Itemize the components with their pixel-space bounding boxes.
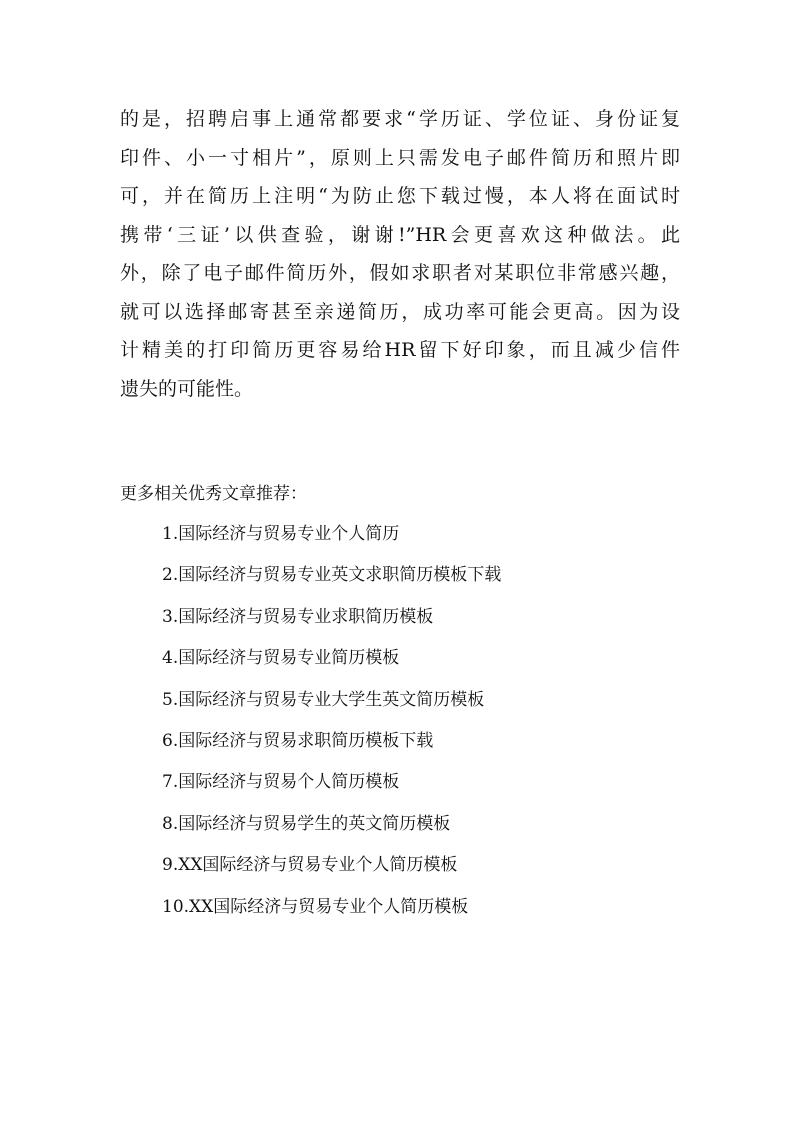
paragraph-line: 可，并在简历上注明“为防止您下载过慢，本人将在面试时 [120, 185, 680, 207]
body-paragraph [120, 100, 680, 408]
paragraph-line: 遗失的可能性。 [120, 377, 254, 400]
paragraph-line: 印件、小一寸相片”，原则上只需发电子邮件简历和照片即 [120, 146, 680, 169]
recommend-link-1[interactable]: 1.国际经济与贸易专业个人简历 [162, 524, 400, 544]
recommend-link-5[interactable]: 5.国际经济与贸易专业大学生英文简历模板 [162, 689, 485, 710]
recommend-link-3[interactable]: 3.国际经济与贸易专业求职简历模板 [162, 606, 434, 627]
recommend-link-4[interactable]: 4.国际经济与贸易专业简历模板 [162, 648, 400, 669]
recommend-link-10[interactable]: 10.XX国际经济与贸易专业个人简历模板 [162, 896, 469, 917]
recommend-link-8[interactable]: 8.国际经济与贸易学生的英文简历模板 [162, 813, 451, 834]
paragraph-line: 外，除了电子邮件简历外，假如求职者对某职位非常感兴趣， [120, 262, 680, 284]
recommend-heading: 更多相关优秀文章推荐： [120, 484, 307, 504]
recommend-link-7[interactable]: 7.国际经济与贸易个人简历模板 [162, 772, 400, 793]
paragraph-line: 的是，招聘启事上通常都要求“学历证、学位证、身份证复 [120, 108, 680, 130]
recommend-list [162, 516, 501, 930]
paragraph-line: 携带‘三证’以供查验，谢谢!”HR会更喜欢这种做法。此 [120, 223, 680, 246]
paragraph-line: 计精美的打印简历更容易给HR留下好印象，而且减少信件 [120, 339, 680, 361]
recommend-link-2[interactable]: 2.国际经济与贸易专业英文求职简历模板下载 [162, 565, 502, 586]
paragraph-line: 就可以选择邮寄甚至亲递简历，成功率可能会更高。因为设 [120, 300, 680, 323]
recommend-link-9[interactable]: 9.XX国际经济与贸易专业个人简历模板 [162, 855, 458, 876]
recommend-link-6[interactable]: 6.国际经济与贸易求职简历模板下载 [162, 730, 434, 751]
